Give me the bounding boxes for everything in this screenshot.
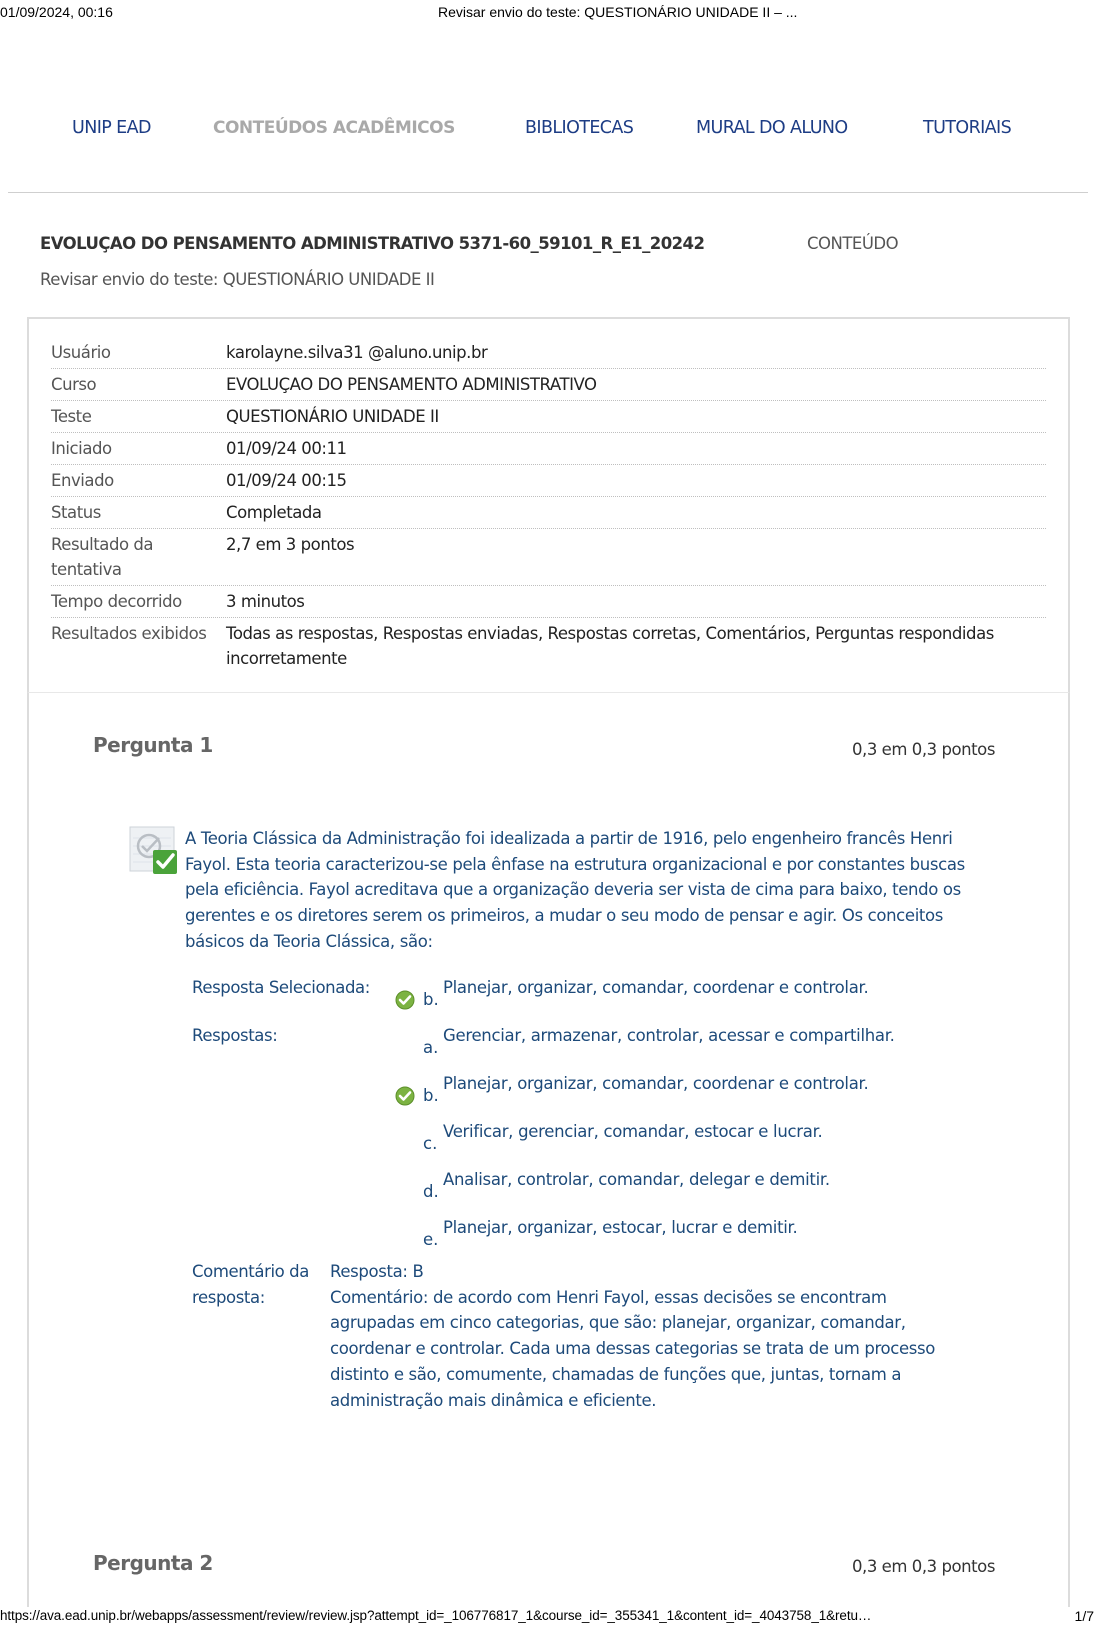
- correct-check-icon: [395, 1086, 415, 1106]
- info-value: 3 minutos: [226, 592, 305, 611]
- nav-unip-ead[interactable]: UNIP EAD: [72, 118, 151, 138]
- info-row-iniciado: [51, 433, 1046, 465]
- print-page-title: Revisar envio do teste: QUESTIONÁRIO UNIDADE II – ...: [438, 4, 798, 20]
- info-row-tempo: [51, 586, 1046, 618]
- info-label: Resultado da tentativa: [51, 535, 154, 579]
- info-value: 01/09/24 00:15: [226, 471, 347, 490]
- attempt-info-table: [51, 337, 1046, 674]
- nav-tutoriais[interactable]: TUTORIAIS: [923, 118, 1012, 138]
- answer-letter: c.: [423, 1134, 438, 1153]
- info-value: EVOLUÇAO DO PENSAMENTO ADMINISTRATIVO: [226, 375, 597, 394]
- answer-letter: a.: [423, 1038, 439, 1057]
- correct-question-icon: [129, 826, 181, 878]
- info-label: Enviado: [51, 471, 114, 490]
- correct-check-icon: [395, 990, 415, 1010]
- info-value: karolayne.silva31 @aluno.unip.br: [226, 343, 488, 362]
- course-title[interactable]: EVOLUÇAO DO PENSAMENTO ADMINISTRATIVO 5371-60_59101_R_E1_20242: [40, 234, 705, 253]
- comment-label: Comentário da resposta:: [192, 1262, 309, 1307]
- question-1-text: A Teoria Clássica da Administração foi idealizada a partir de 1916, pelo engenheiro francês Henri Fayol. Esta teoria caracterizou-se pela ênfase na estrutura organizacional e por constantes buscas pela eficiência. Fayol acreditava que a organização deveria ser vista de cima para baixo, tendo os gerentes e os diretores serem os primeiros, a mudar o seu modo de pensar e agir. Os conceitos básicos da Teoria Clássica, são:: [185, 829, 965, 951]
- answer-letter: e.: [423, 1230, 439, 1249]
- print-date: 01/09/2024, 00:16: [0, 4, 113, 20]
- answer-letter: b.: [423, 990, 439, 1009]
- answer-letter: b.: [423, 1086, 439, 1105]
- nav-conteudos-academicos[interactable]: CONTEÚDOS ACADÊMICOS: [213, 118, 455, 138]
- info-label: Usuário: [51, 343, 111, 362]
- info-row-resultados-exibidos: [51, 618, 1046, 674]
- info-row-usuario: [51, 337, 1046, 369]
- answers-label: Respostas:: [192, 1026, 278, 1045]
- question-2-heading: Pergunta 2: [93, 1551, 213, 1575]
- answer-option-a: [393, 1026, 993, 1056]
- content-breadcrumb-link[interactable]: CONTEÚDO: [807, 234, 899, 253]
- answer-text: Planejar, organizar, comandar, coordenar e controlar.: [443, 978, 869, 997]
- answer-option-d: [393, 1170, 993, 1200]
- info-row-status: [51, 497, 1046, 529]
- attempt-info-panel: [27, 317, 1070, 693]
- info-label: Status: [51, 503, 101, 522]
- print-footer: [0, 1608, 1096, 1627]
- comment-answer: Resposta: B: [330, 1262, 424, 1281]
- info-label: Curso: [51, 375, 97, 394]
- nav-bibliotecas[interactable]: BIBLIOTECAS: [525, 118, 634, 138]
- info-row-enviado: [51, 465, 1046, 497]
- print-page-number: 1/7: [1074, 1608, 1094, 1624]
- comment-text: Comentário: de acordo com Henri Fayol, essas decisões se encontram agrupadas em cinco categorias, que são: planejar, organizar, comandar, coordenar e controlar. Cada uma dessas categorias se trata de um processo distinto e são, comumente, chamadas de funções que, juntas, tornam a administração mais dinâmica e eficiente.: [330, 1287, 936, 1410]
- status-value: Completada: [226, 503, 322, 522]
- score-value: 2,7 em 3 pontos: [226, 535, 355, 554]
- print-url: https://ava.ead.unip.br/webapps/assessment/review/review.jsp?attempt_id=_106776817_1&course_id=_355341_1&content_id=_4043758_1&retu…: [0, 1608, 872, 1623]
- question-1-points: 0,3 em 0,3 pontos: [852, 740, 995, 759]
- answer-text: Gerenciar, armazenar, controlar, acessar e compartilhar.: [443, 1026, 895, 1045]
- info-row-curso: [51, 369, 1046, 401]
- print-header: [0, 4, 1096, 24]
- answer-comment: [330, 1259, 960, 1413]
- answer-option-b: [393, 1074, 993, 1104]
- answer-option-c: [393, 1122, 993, 1152]
- answer-option-e: [393, 1218, 993, 1248]
- info-label: Resultados exibidos: [51, 624, 207, 643]
- info-value: Todas as respostas, Respostas enviadas, Respostas corretas, Comentários, Perguntas respondidas incorretamente: [226, 624, 994, 668]
- info-row-teste: [51, 401, 1046, 433]
- question-1-heading: Pergunta 1: [93, 733, 213, 757]
- answer-text: Planejar, organizar, estocar, lucrar e demitir.: [443, 1218, 798, 1237]
- answer-letter: d.: [423, 1182, 439, 1201]
- info-value: 01/09/24 00:11: [226, 439, 347, 458]
- nav-mural-do-aluno[interactable]: MURAL DO ALUNO: [696, 118, 848, 138]
- info-label: Iniciado: [51, 439, 112, 458]
- info-value: QUESTIONÁRIO UNIDADE II: [226, 407, 439, 426]
- info-row-resultado: [51, 529, 1046, 586]
- selected-answer-label: Resposta Selecionada:: [192, 978, 370, 997]
- answer-text: Planejar, organizar, comandar, coordenar e controlar.: [443, 1074, 869, 1093]
- question-2-points: 0,3 em 0,3 pontos: [852, 1557, 995, 1576]
- top-nav: [0, 118, 1096, 148]
- answer-text: Analisar, controlar, comandar, delegar e demitir.: [443, 1170, 830, 1189]
- nav-divider: [8, 192, 1088, 193]
- selected-answer: [393, 978, 993, 1008]
- info-label: Teste: [51, 407, 92, 426]
- answer-text: Verificar, gerenciar, comandar, estocar e lucrar.: [443, 1122, 823, 1141]
- info-label: Tempo decorrido: [51, 592, 182, 611]
- page-subtitle: Revisar envio do teste: QUESTIONÁRIO UNIDADE II: [40, 270, 435, 289]
